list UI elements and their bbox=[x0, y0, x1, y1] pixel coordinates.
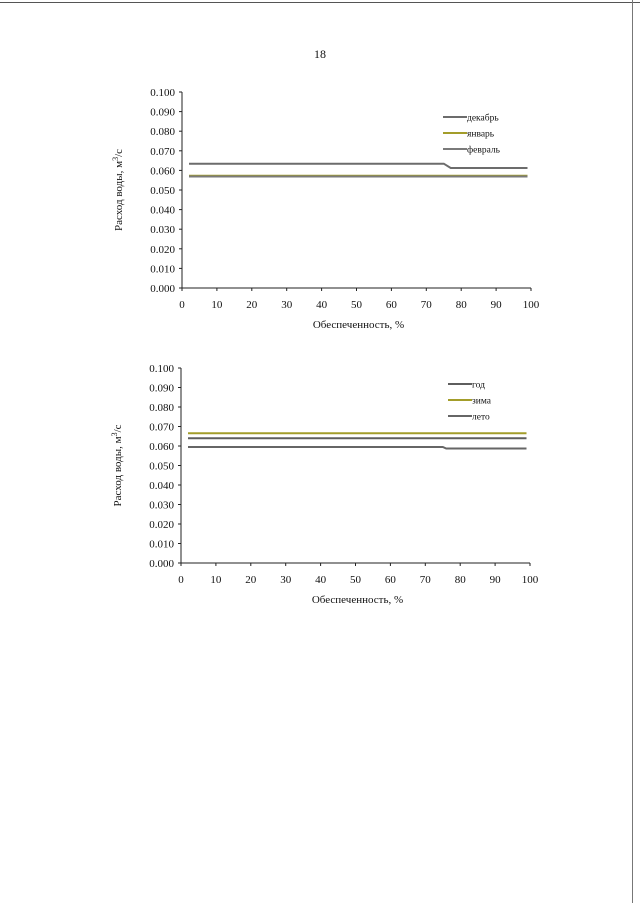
legend-label: январь bbox=[467, 129, 495, 140]
x-tick-label: 20 bbox=[246, 299, 258, 311]
legend-label: февраль bbox=[467, 145, 500, 156]
y-tick-label: 0.090 bbox=[149, 382, 174, 395]
y-tick-label: 0.060 bbox=[150, 165, 175, 178]
x-tick-label: 40 bbox=[315, 574, 327, 586]
y-tick-label: 0.050 bbox=[150, 185, 175, 197]
x-axis-title: Обеспеченность, % bbox=[312, 319, 405, 331]
y-axis-title: Расход воды, $м^3/с$ bbox=[111, 148, 125, 232]
series-line-декабрь bbox=[189, 164, 528, 168]
y-tick-label: 0.100 bbox=[149, 363, 174, 375]
x-tick-label: 50 bbox=[351, 299, 362, 311]
legend-label: лето bbox=[472, 412, 490, 423]
y-tick-label: 0.040 bbox=[150, 204, 175, 217]
x-tick-label: 90 bbox=[490, 299, 502, 311]
legend-label: год bbox=[472, 380, 485, 391]
y-tick-label: 0.080 bbox=[149, 402, 174, 414]
x-tick-label: 50 bbox=[350, 574, 361, 586]
y-tick-label: 0.060 bbox=[149, 441, 174, 453]
y-tick-label: 0.010 bbox=[150, 263, 175, 276]
y-tick-label: 0.090 bbox=[150, 106, 175, 119]
page-number: 18 bbox=[314, 47, 326, 61]
x-tick-label: 10 bbox=[210, 574, 222, 586]
x-tick-label: 30 bbox=[281, 299, 293, 311]
x-tick-label: 100 bbox=[521, 574, 539, 586]
legend-label: зима bbox=[472, 396, 491, 407]
x-tick-label: 80 bbox=[455, 299, 467, 311]
x-tick-label: 10 bbox=[211, 299, 223, 311]
y-tick-label: 0.000 bbox=[150, 283, 175, 295]
x-tick-label: 40 bbox=[316, 299, 328, 311]
x-tick-label: 90 bbox=[489, 574, 501, 586]
chart-2 bbox=[110, 363, 539, 606]
y-tick-label: 0.050 bbox=[149, 460, 174, 473]
y-tick-label: 0.010 bbox=[149, 538, 174, 551]
y-tick-label: 0.030 bbox=[150, 224, 175, 237]
x-tick-label: 30 bbox=[280, 574, 292, 586]
y-tick-label: 0.030 bbox=[149, 499, 174, 512]
y-tick-label: 0.040 bbox=[149, 480, 174, 492]
x-tick-label: 60 bbox=[384, 574, 396, 586]
y-tick-label: 0.000 bbox=[149, 558, 174, 570]
y-axis-title: Расход воды, $м^3/с$ bbox=[110, 424, 124, 507]
x-tick-label: 100 bbox=[522, 299, 540, 311]
x-tick-label: 0 bbox=[178, 574, 184, 586]
y-tick-label: 0.070 bbox=[149, 421, 174, 434]
x-tick-label: 20 bbox=[245, 574, 257, 586]
series-line-лето bbox=[188, 447, 527, 449]
y-tick-label: 0.020 bbox=[150, 243, 175, 256]
x-tick-label: 0 bbox=[179, 299, 185, 311]
chart-1 bbox=[111, 87, 540, 331]
y-tick-label: 0.020 bbox=[149, 519, 174, 531]
x-tick-label: 80 bbox=[454, 574, 466, 586]
legend-label: декабрь bbox=[467, 113, 499, 124]
y-tick-label: 0.070 bbox=[150, 145, 175, 158]
x-tick-label: 70 bbox=[420, 299, 432, 311]
x-axis-title: Обеспеченность, % bbox=[311, 594, 404, 606]
y-tick-label: 0.080 bbox=[150, 126, 175, 139]
x-tick-label: 70 bbox=[419, 574, 431, 586]
x-tick-label: 60 bbox=[385, 299, 397, 311]
y-tick-label: 0.100 bbox=[150, 87, 175, 99]
